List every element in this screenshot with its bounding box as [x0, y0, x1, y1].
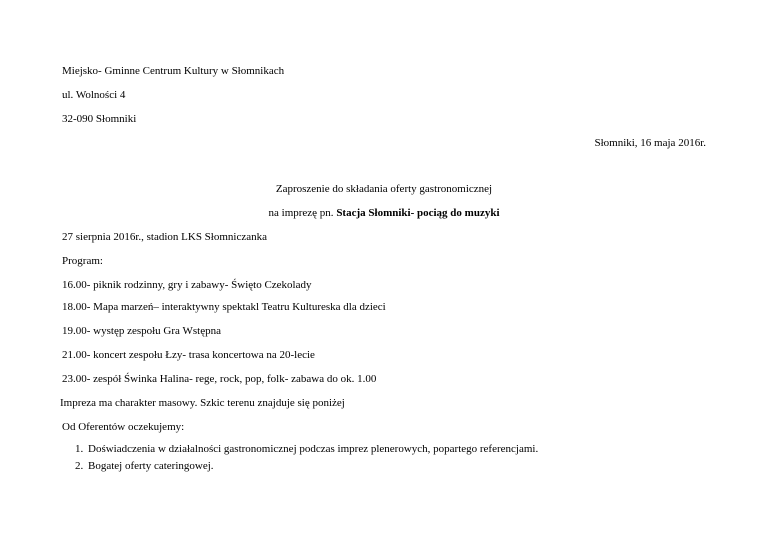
program-item: 21.00- koncert zespołu Łzy- trasa koncertowa na 20-lecie: [62, 349, 315, 361]
program-item: 23.00- zespół Świnka Halina- rege, rock, pop, folk- zabawa do ok. 1.00: [62, 373, 377, 385]
expectation-item: 2. Bogatej oferty cateringowej.: [86, 460, 538, 473]
sender-street: ul. Wolności 4: [62, 89, 126, 101]
sender-city: 32-090 Słomniki: [62, 113, 137, 125]
expectation-item: 1. Doświadczenia w działalności gastronomicznej podczas imprez plenerowych, popartego referencjami.: [86, 443, 538, 456]
date-line: Słomniki, 16 maja 2016r.: [594, 137, 706, 149]
expectations-list: [62, 443, 538, 477]
mass-event-note: Impreza ma charakter masowy. Szkic terenu znajduje się poniżej: [60, 397, 345, 409]
event-line: [0, 207, 768, 220]
expectations-label: Od Oferentów oczekujemy:: [62, 421, 185, 433]
sender-name: Miejsko- Gminne Centrum Kultury w Słomnikach: [62, 65, 285, 77]
program-item: 16.00- piknik rodzinny, gry i zabawy- Święto Czekolady: [62, 279, 312, 291]
event-line-prefix: na imprezę pn.: [268, 207, 337, 219]
document-title: Zaproszenie do składania oferty gastronomicznej: [275, 183, 493, 195]
event-name: Stacja Słomniki- pociąg do muzyki: [336, 207, 500, 219]
program-item: 19.00- występ zespołu Gra Wstępna: [62, 325, 221, 337]
venue-line: 27 sierpnia 2016r., stadion LKS Słomniczanka: [62, 231, 267, 243]
program-label: Program:: [62, 255, 103, 267]
program-item: 18.00- Mapa marzeń– interaktywny spektakl Teatru Kultureska dla dzieci: [62, 301, 386, 313]
